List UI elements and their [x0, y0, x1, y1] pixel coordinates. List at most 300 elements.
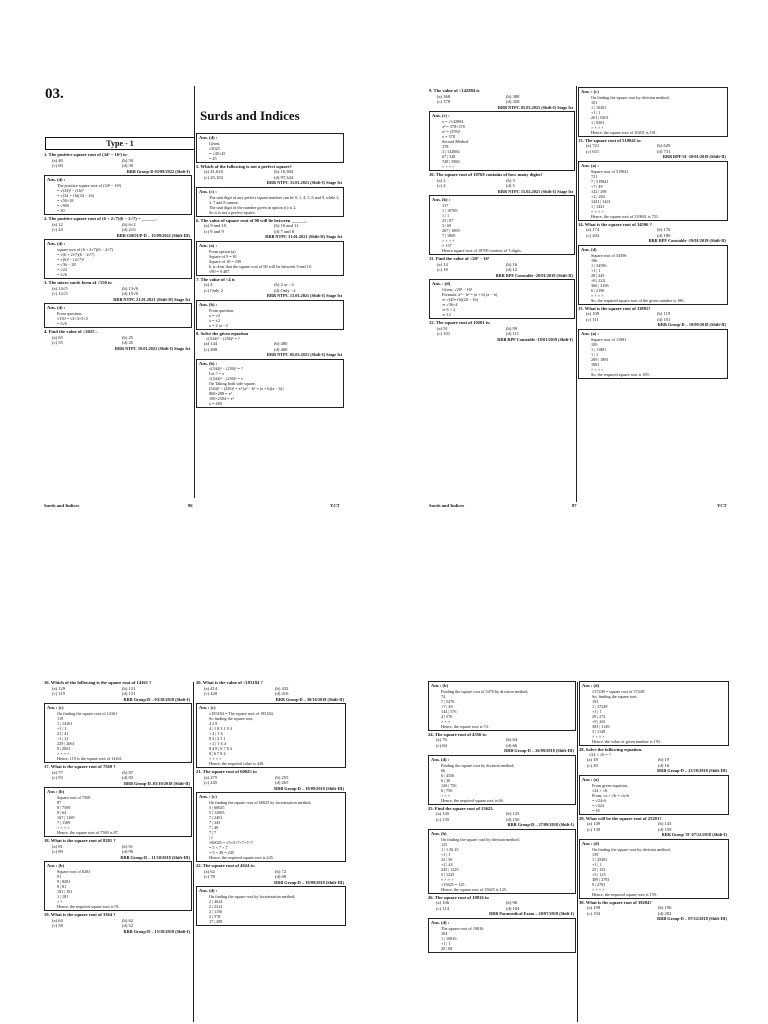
answer-box — [429, 111, 575, 171]
solution-line: From given equation, — [592, 782, 628, 788]
solution-line: × × × × — [442, 237, 455, 243]
answer-box — [196, 886, 346, 926]
solution-line: × × × × — [592, 886, 605, 892]
solution-line: On finding the square root by division method, — [441, 836, 520, 842]
solution-line: 5 | 60025 — [209, 804, 225, 810]
option-grid — [44, 686, 192, 697]
option-c: (c) 194 — [587, 910, 601, 916]
exam-source: RRB Group-D–03/10/2018 (Shift-II) — [123, 780, 190, 786]
option-a: (a) 91 — [437, 325, 448, 331]
solution-line: 6 | 756 — [441, 787, 453, 793]
solution-line: × × × × — [591, 208, 604, 214]
solution-line: 7 | 2401 — [209, 814, 223, 820]
option-c: (c) 4 — [437, 183, 446, 189]
option-a: (a) 149 — [587, 821, 601, 827]
option-grid — [428, 811, 576, 822]
solution-line: +1 | 1 — [591, 267, 601, 273]
solution-steps — [47, 311, 189, 326]
solution-line: +1 | 1 — [441, 940, 451, 946]
option-grid — [196, 223, 344, 234]
solution-line: Hence, the required square root is 245. — [209, 854, 274, 860]
answer-label: Ans. (a) : — [199, 242, 217, 248]
solution-line: 87 — [57, 799, 62, 805]
option-c: (c) 111 — [586, 316, 599, 322]
question-text: 24. The square root of 4356 is: — [428, 731, 488, 737]
exam-source: RRB GROUP-D – 15/09/2022 (Shift-III) — [116, 232, 190, 238]
option-d: (d) 83 — [122, 775, 134, 781]
answer-label: Ans. (b) : — [199, 301, 218, 307]
answer-box — [196, 792, 346, 862]
solution-line: 245 | 1225 — [441, 866, 459, 872]
footer-right: YCT — [717, 503, 727, 508]
solution-steps — [582, 689, 726, 744]
answer-label: Ans : (b) — [47, 863, 65, 869]
solution-line: 67 | 528 — [442, 153, 456, 159]
solution-line: On finding the square root by division method, — [592, 846, 671, 852]
answer-box — [579, 775, 729, 815]
question-text: 13. The square root of 519841 is: — [578, 137, 642, 143]
exam-source: RRB Group-D – 19/09/2018 (Shift-III) — [274, 785, 344, 791]
option-c: (c) 288 — [204, 346, 218, 352]
question-text: 9. The value of √142884 is — [429, 88, 480, 93]
solution-line: Hence, the required square root is 159. — [592, 891, 657, 897]
answer-label: Ans : (c) — [47, 705, 64, 711]
option-b: (b) 388 — [506, 93, 520, 99]
option-a: (a) 414 — [204, 685, 218, 691]
page-89 — [384, 512, 768, 1024]
option-d: (d) 159 — [658, 826, 672, 832]
option-d: (d) 68 — [275, 874, 287, 880]
solution-line: +1 | 1 — [591, 109, 601, 115]
exam-source: RRB NTPC 31.01.2021 (Shift-I) Stage Ist — [266, 180, 342, 186]
answer-label: Ans. : (d) — [432, 281, 451, 287]
option-d: (d) 66 — [506, 742, 518, 748]
solution-line: 1 | 181 — [57, 893, 69, 899]
solution-line: = √(34 + 16)(34 − 16) — [57, 192, 94, 198]
solution-line: = 5√6 — [57, 320, 67, 326]
option-grid — [44, 844, 192, 855]
footer-left: Surds and Indices — [44, 503, 80, 508]
option-a: (a) 9 and 10 — [204, 223, 227, 229]
option-d: (d) 52 — [122, 923, 134, 929]
solution-line: 181 | 181 — [57, 888, 73, 894]
solution-line: 22 | 56 — [441, 856, 453, 862]
solution-line: = 2√6 — [57, 271, 67, 277]
option-c: (c) 245 — [204, 780, 218, 786]
solution-line: On finding the square root of 14161 — [57, 710, 118, 716]
solution-line: 142 | 298 — [591, 188, 607, 194]
answer-label: Ans. (d) : — [47, 241, 66, 247]
answer-box — [579, 839, 729, 899]
solution-line: 137 — [442, 202, 449, 208]
solution-line: | 1 — [209, 834, 213, 840]
footer-left: Surds and Indices — [429, 503, 465, 508]
option-c: (c) 631 — [586, 148, 600, 154]
solution-line: 1 | 11881 — [591, 346, 607, 352]
answer-label: Ans. (d) : — [431, 756, 450, 762]
answer-box — [196, 133, 344, 163]
option-grid — [429, 326, 575, 337]
solution-line: 366 | 2196 — [591, 282, 609, 288]
option-grid — [44, 335, 192, 346]
option-d: (d) 265 — [275, 780, 289, 786]
question-text: 8. Solve the given equation — [196, 330, 249, 336]
option-a: (a) 106 — [436, 900, 450, 906]
option-a: (a) 174 — [586, 227, 600, 233]
solution-line: = √50×18 — [57, 197, 74, 203]
solution-line: 3 | 69 — [442, 222, 452, 228]
option-d: (d) 101 — [657, 316, 671, 322]
exam-source: RRB NTPC 05.03.2021 (Shift-I) Stage Ist — [266, 352, 342, 358]
solution-line: 9 | 2781 — [592, 881, 606, 887]
option-b: (b) 96 — [506, 900, 518, 906]
solution-line: 20 | 08 — [441, 945, 453, 951]
column-left — [429, 88, 575, 342]
solution-steps — [47, 795, 189, 835]
solution-line: 209 | 1881 — [591, 356, 609, 362]
solution-line: 7 | 1869 — [442, 232, 456, 238]
option-d: (d) 12 — [506, 267, 518, 273]
answer-label: Ans : (b) — [47, 789, 65, 795]
solution-line: × × × × — [442, 163, 455, 169]
solution-line: 1 | 1 — [591, 351, 599, 357]
answer-box — [44, 303, 192, 328]
answer-box — [428, 829, 576, 894]
solution-line: On finding the square root by division method, — [591, 94, 670, 100]
solution-line: 1 | 1 56 25 — [441, 846, 459, 852]
option-grid — [196, 169, 344, 180]
option-grid — [579, 757, 729, 768]
option-grid — [429, 178, 575, 189]
option-a: (a) 81 — [52, 843, 63, 849]
solution-line: Hence, the square root of 15625 is 125. — [441, 886, 507, 892]
solution-line: 6 | 2196 — [591, 287, 605, 293]
solution-line: Second Method — [442, 138, 469, 144]
solution-line: 159 — [592, 851, 599, 857]
answer-box — [196, 359, 344, 409]
option-grid — [196, 341, 344, 352]
chapter-number: 03. — [45, 86, 64, 102]
solution-line: Hence, the square root of 519841 is 721. — [591, 213, 660, 219]
option-b: (b) 13√6 — [122, 285, 138, 291]
question-text: 22. The square root of 4624 is: — [196, 862, 256, 868]
solution-line: 1 | 18769 — [442, 207, 458, 213]
option-b: (b) 480 — [274, 341, 288, 347]
answer-label: Ans. (d) : — [199, 135, 218, 140]
solution-line: Hence, the value of given number is 193. — [592, 738, 661, 744]
answer-label: Ans. : (c) — [581, 89, 599, 94]
solution-line: 9 | 8281 — [57, 878, 71, 884]
solution-line: × × × × — [591, 366, 604, 372]
option-grid — [44, 918, 192, 929]
option-grid — [196, 869, 346, 880]
option-b: (b) 125 — [506, 811, 520, 817]
solution-steps — [47, 247, 189, 277]
solution-steps — [431, 689, 573, 729]
footer-right: YCT — [330, 503, 340, 508]
solution-line: 23 | 87 — [442, 217, 454, 223]
solution-line: 193 — [592, 698, 599, 704]
column-left — [44, 680, 192, 934]
solution-steps — [199, 366, 341, 406]
question-text: 1. The positive square root of (34² − 16²) is: — [44, 152, 128, 157]
solution-line: The square root of 10816 — [441, 925, 484, 931]
option-c: (c) 58 — [52, 923, 63, 929]
solution-steps — [581, 253, 725, 303]
solution-line: = √24×6 — [592, 797, 607, 803]
solution-line: √2025 — [209, 145, 220, 151]
option-c: (c) 12√5 — [52, 291, 68, 297]
exam-source: RRB Group-D – 07/12/2018 (Shift-III) — [657, 916, 727, 922]
option-c: (c) 101 — [437, 331, 451, 337]
exam-source: RRB Group-D – 19/09/2018 (Shift-III) — [274, 879, 344, 885]
solution-line: 8 | 6 7 8 4 — [209, 750, 226, 756]
solution-line: +8 | 224 — [591, 277, 605, 283]
question-text: 10. The square root of 18769 contains of how many digits? — [429, 171, 543, 177]
solution-line: +1 | 1 — [592, 708, 602, 714]
question-text: 18. What is the square root of 8281 ? — [44, 837, 116, 843]
solution-line: Square root of 34596 — [591, 252, 627, 258]
chapter-title: Surds and Indices — [200, 108, 300, 123]
solution-line: From question, — [209, 307, 235, 313]
option-b: (b) 432 — [275, 685, 289, 691]
option-b: (b) 99 — [506, 325, 518, 331]
solution-line: 8 | 7569 — [57, 804, 71, 810]
solution-steps — [431, 926, 573, 951]
option-grid — [578, 311, 728, 322]
option-b: (b) 2 or −2 — [274, 282, 294, 288]
solution-line: 2 | 1156 — [209, 908, 223, 914]
solution-line: +2 | 44 — [441, 861, 453, 867]
solution-line: 21 | 41 — [57, 730, 69, 736]
option-b: (b) 10 and 11 — [274, 223, 299, 229]
option-a: (a) 40 — [52, 157, 63, 163]
solution-line: Square of 9 = 81 — [209, 253, 237, 259]
working-line: √24 × √6 = ? — [589, 752, 611, 758]
question-text: 7. The value of √4 is — [196, 276, 235, 282]
option-d: (d) 7 and 8 — [274, 228, 295, 234]
solution-line: 1881 — [591, 361, 600, 367]
solution-line: Hence, the square root is 74. — [441, 723, 489, 729]
solution-line: Hence, 119 is the square root of 14161. — [57, 755, 123, 761]
option-d: (d) 131 — [122, 691, 136, 697]
option-c: (c) 60 — [52, 163, 63, 169]
option-b: (b) 16 — [506, 261, 518, 267]
solution-line: +1 | 21 — [57, 735, 69, 741]
solution-line: × × — [57, 898, 63, 904]
option-grid — [578, 227, 728, 238]
solution-line: 4 | 1 8 3 1 8 4 — [209, 725, 232, 731]
option-b: (b) 19 — [658, 757, 670, 763]
option-a: (a) 144 — [204, 341, 218, 347]
option-c: (c) 20 — [587, 762, 598, 768]
solution-line: 109 — [591, 341, 598, 347]
solution-line: 5 | 12005 — [209, 809, 225, 815]
option-a: (a) 64 — [52, 917, 63, 923]
option-a: (a) 41,616 — [204, 169, 223, 175]
solution-line: 8 2 | 2 3 1 — [209, 735, 226, 741]
solution-line: 101 — [591, 99, 598, 105]
column-right — [578, 86, 728, 380]
answer-label: Ans. (d) : — [199, 888, 218, 894]
answer-label: Ans. (c) : — [199, 188, 217, 194]
option-a: (a) 2 — [437, 177, 446, 183]
question-text: 19. What is the square root of 3364 ? — [44, 911, 116, 917]
answer-box — [429, 279, 575, 319]
solution-line: 1 | 25281 — [592, 856, 608, 862]
solution-line: 2 | 2312 — [209, 903, 223, 909]
solution-line: 1 | 37249 — [592, 703, 608, 709]
column-right — [196, 132, 344, 409]
exam-source: RRB Paramedical Exam – 20/07/2018 (Shift-I) — [489, 911, 574, 917]
option-d: (d) 202 — [658, 910, 672, 916]
solution-line: Square root of 7569 — [57, 794, 91, 800]
solution-line: = 45 — [209, 155, 217, 161]
option-grid — [44, 158, 192, 169]
option-b: (b) 50 — [122, 157, 134, 163]
question-text: 15. What is the square root of 11881? — [578, 305, 651, 311]
exam-source: RRB RPF SI -10/01/2019 (Shift-II) — [662, 154, 726, 160]
solution-line: 1 | 10201 — [591, 104, 607, 110]
option-grid — [579, 905, 729, 916]
solution-line: 1 | 10816 — [441, 935, 457, 941]
option-a: (a) 77 — [52, 769, 63, 775]
option-c: (c) 55 — [52, 340, 63, 346]
page-86 — [0, 0, 384, 512]
option-b: (b) 62 — [122, 917, 134, 923]
answer-box — [578, 87, 728, 137]
option-c: (c) 428 — [204, 691, 218, 697]
solution-line: √(544)² − (256)² = ? — [209, 366, 243, 372]
option-d: (d) 15√6 — [122, 291, 138, 297]
solution-line: × × × × — [57, 824, 70, 830]
working-line: √(544)² − (256)² = ? — [206, 336, 240, 342]
solution-line: Hence, the square root of 7569 is 87. — [57, 829, 119, 835]
solution-line: x² = 378×378 — [442, 123, 465, 129]
option-c: (c) 114 — [436, 905, 449, 911]
solution-line: 100×2304 = x² — [209, 396, 234, 402]
answer-box — [428, 755, 576, 805]
exam-source: RRB NTPC 15.02.2021 (Shift-I) Stage Ist — [497, 188, 573, 194]
solution-line: = √324 — [592, 802, 604, 808]
solution-line: 6 | 4356 — [441, 772, 455, 778]
option-b: (b) 119 — [657, 311, 671, 317]
option-c: (c) 139 — [587, 826, 601, 832]
option-b: (b) 91 — [122, 843, 134, 849]
option-a: (a) 18 — [587, 757, 598, 763]
footer-page-number: 87 — [572, 503, 577, 508]
solution-line: 8 4 8 | 6 7 8 4 — [209, 745, 232, 751]
solution-line: 378 — [442, 143, 449, 149]
option-d: (d) 16 — [658, 762, 670, 768]
answer-label: Ans. (b) : — [199, 360, 218, 366]
column-right — [579, 680, 729, 922]
option-b: (b) 6√2 — [122, 221, 136, 227]
option-d: (d) 30 — [122, 163, 134, 169]
solution-line: On finding the square root by factorization method, — [209, 893, 296, 899]
answer-label: Ans. (d) : — [47, 305, 66, 311]
option-d: (d) 111 — [506, 331, 520, 337]
solution-line: × × × × — [591, 124, 604, 130]
solution-line: 7 | 49 — [209, 824, 219, 830]
question-text: 20. What is the value of √183184 ? — [196, 680, 263, 685]
solution-line: 167 | 1169 — [57, 814, 75, 820]
solution-line: 74 — [441, 693, 446, 699]
solution-line: ⇒ 6 × 2 — [442, 306, 456, 312]
solution-line: 309 | 2781 — [592, 876, 610, 882]
solution-line: +2 | 284 — [591, 193, 605, 199]
solution-line: 267 | 1869 — [442, 227, 460, 233]
answer-label: Ans. (a) : — [581, 330, 599, 336]
solution-line: 8 | 64 — [57, 809, 67, 815]
solution-line: √183184 = The square root of 183184, — [209, 710, 274, 716]
option-a: (a) 65 — [52, 334, 63, 340]
solution-line: Square root of 8281 — [57, 868, 91, 874]
solution-steps — [582, 783, 726, 813]
option-a: (a) 62 — [204, 868, 215, 874]
solution-line: 748 | 5984 — [442, 158, 460, 164]
question-text: 5. Which of the following is not a perfect square? — [196, 163, 292, 169]
solution-line: × × × × — [209, 755, 222, 761]
solution-line: = √36 − 28 — [57, 261, 76, 267]
option-d: (d) 731 — [657, 148, 671, 154]
solution-steps — [581, 95, 725, 135]
option-a: (a) 109 — [586, 311, 600, 317]
solution-line: So, the required square root is 109. — [591, 371, 650, 377]
solution-line: 104 — [441, 930, 448, 936]
solution-line: × × × × — [57, 750, 70, 756]
solution-line: 66 — [441, 767, 446, 773]
solution-line: = 5 × 7 × 7 — [209, 844, 228, 850]
option-b: (b) 25 — [122, 334, 134, 340]
option-c: (c) 204 — [586, 232, 600, 238]
solution-line: ⇒ √36×4 — [442, 301, 458, 307]
option-grid — [196, 282, 344, 293]
answer-box — [44, 175, 192, 215]
solution-line: +1 | 1 — [57, 725, 67, 731]
exam-source: RRB Group-D – 03/10/2018 (Shift-I) — [123, 696, 190, 702]
question-text: 26. The square root of 10816 is: — [428, 894, 490, 900]
answer-box — [196, 300, 344, 330]
solution-line: Given, — [209, 140, 221, 146]
question-text: 30. What is the square root of 39204? — [579, 899, 652, 905]
solution-steps — [199, 800, 343, 860]
option-c: (c) 84 — [436, 742, 447, 748]
solution-steps — [432, 203, 572, 253]
solution-steps — [581, 337, 725, 377]
solution-line: x = √142884 — [442, 118, 464, 124]
page-88 — [0, 512, 384, 1024]
option-b: (b) 196 — [658, 905, 672, 911]
question-text: 3. The mixes surds form of √150 is: — [44, 279, 113, 285]
solution-line: x² = (378)² — [442, 128, 461, 134]
option-d: (d) Only −2 — [274, 287, 296, 293]
solution-steps — [581, 169, 725, 219]
option-c: (c) Only 2 — [204, 287, 223, 293]
solution-steps — [431, 763, 573, 803]
option-b: (b) 16,384 — [274, 169, 294, 175]
answer-label: Ans. (d) — [581, 246, 597, 252]
solution-line: Finding the square root by division method, — [441, 762, 515, 768]
exam-source: RRB Group-D – 19/09/2018 (Shift-II) — [657, 322, 726, 328]
solution-line: +9 | 261 — [592, 718, 606, 724]
column-divider — [577, 682, 578, 1022]
option-b: (b) 3 — [506, 177, 515, 183]
option-a: (a) 14 — [437, 261, 448, 267]
answer-box — [196, 187, 344, 217]
solution-line: +5 | 125 — [592, 871, 606, 877]
answer-label: Ans : (b) — [431, 683, 449, 688]
